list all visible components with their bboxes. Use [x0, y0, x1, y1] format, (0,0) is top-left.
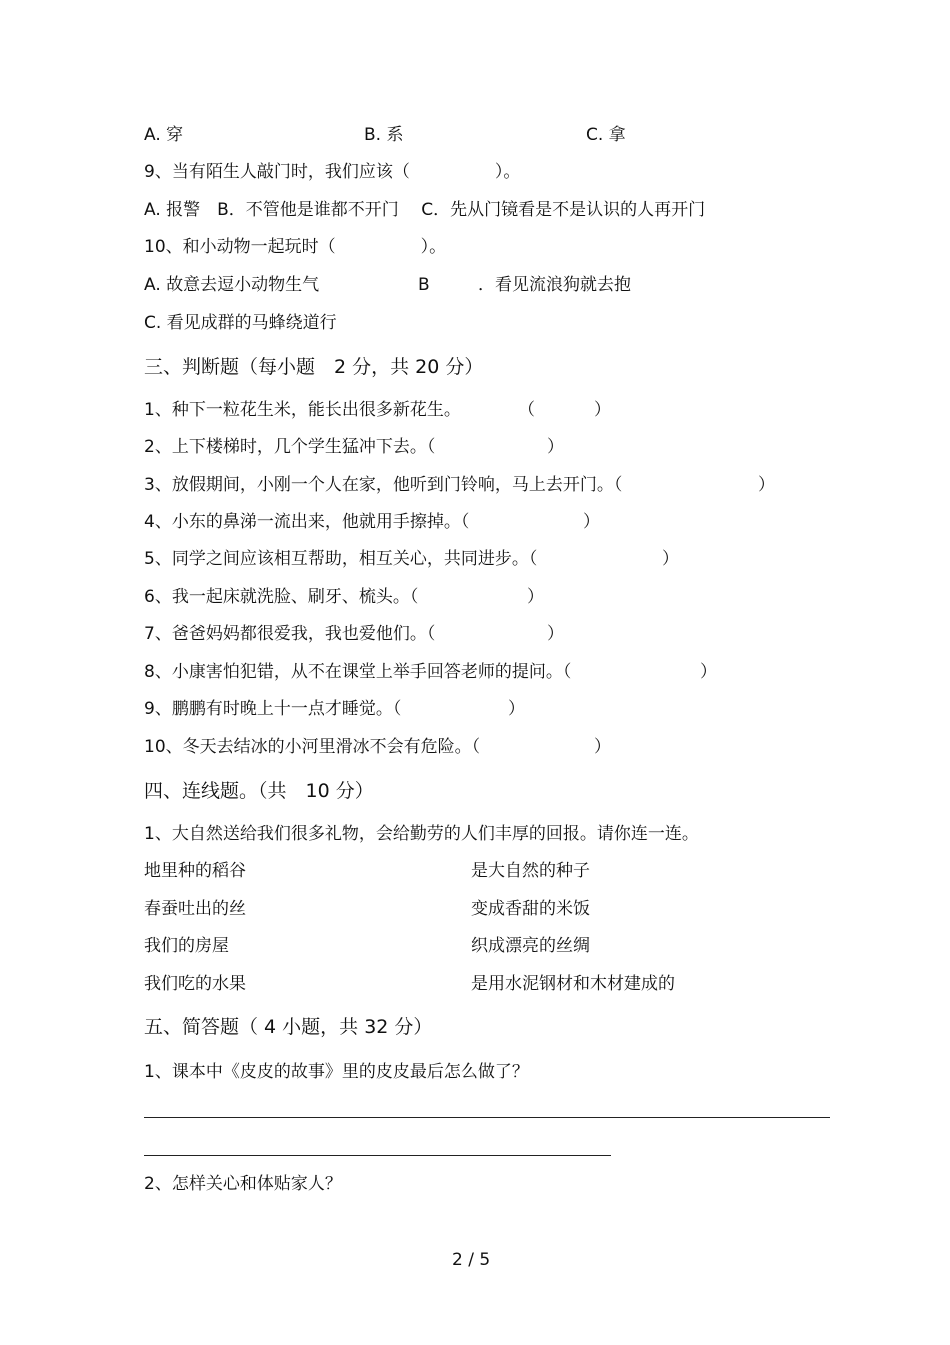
judge-item-text: 4、小东的鼻涕一流出来，他就用手擦掉。（ — [144, 512, 470, 532]
judge-item-open: （ — [518, 400, 535, 420]
judge-item-close: ） — [547, 437, 564, 457]
matching-left-item: 春蚕吐出的丝 — [144, 899, 246, 919]
matching-right-item: 织成漂亮的丝绸 — [471, 936, 590, 956]
matching-left-item: 我们吃的水果 — [144, 974, 246, 994]
q10-option-b-letter: B — [418, 275, 430, 295]
q8-option-c: C. 拿 — [586, 125, 626, 145]
section4-title: 四、连线题。（共 10 分） — [144, 780, 374, 802]
section5-title: 五、简答题（ 4 小题，共 32 分） — [144, 1016, 433, 1038]
judge-item-text: 1、种下一粒花生米，能长出很多新花生。 — [144, 400, 461, 420]
judge-item-close: ） — [583, 512, 600, 532]
q10-stem: 10、和小动物一起玩时（ ）。 — [144, 237, 447, 257]
q8-option-b: B. 系 — [364, 125, 404, 145]
matching-right-item: 是用水泥钢材和木材建成的 — [471, 974, 675, 994]
judge-item-text: 2、上下楼梯时，几个学生猛冲下去。（ — [144, 437, 436, 457]
matching-intro: 1、大自然送给我们很多礼物，会给勤劳的人们丰厚的回报。请你连一连。 — [144, 824, 699, 844]
judge-item-close: ） — [547, 624, 564, 644]
judge-item-text: 9、鹏鹏有时晚上十一点才睡觉。（ — [144, 699, 402, 719]
judge-item-close: ） — [508, 699, 525, 719]
page-number: 2 / 5 — [452, 1250, 491, 1270]
judge-item-close: ） — [758, 475, 775, 495]
judge-item-text: 7、爸爸妈妈都很爱我，我也爱他们。（ — [144, 624, 436, 644]
judge-item-close: ） — [662, 549, 679, 569]
matching-left-item: 地里种的稻谷 — [144, 861, 246, 881]
q10-option-b-text: ．看见流浪狗就去抱 — [478, 275, 631, 295]
matching-left-item: 我们的房屋 — [144, 936, 229, 956]
answer-line[interactable] — [144, 1155, 611, 1156]
q8-option-a: A. 穿 — [144, 125, 184, 145]
judge-item-close: ） — [700, 662, 717, 682]
answer-line[interactable] — [144, 1117, 830, 1118]
q9-stem: 9、当有陌生人敲门时，我们应该（ ）。 — [144, 162, 521, 182]
judge-item-text: 8、小康害怕犯错，从不在课堂上举手回答老师的提问。（ — [144, 662, 572, 682]
matching-right-item: 变成香甜的米饭 — [471, 899, 590, 919]
short-answer-q2: 2、怎样关心和体贴家人？ — [144, 1174, 342, 1194]
short-answer-q1: 1、课本中《皮皮的故事》里的皮皮最后怎么做了？ — [144, 1062, 529, 1082]
judge-item-text: 5、同学之间应该相互帮助，相互关心，共同进步。（ — [144, 549, 538, 569]
section3-title: 三、判断题（每小题 2 分，共 20 分） — [144, 356, 484, 378]
matching-right-item: 是大自然的种子 — [471, 861, 590, 881]
judge-item-close: ） — [527, 587, 544, 607]
judge-item-close: ） — [594, 737, 611, 757]
judge-item-close: ） — [594, 400, 611, 420]
q9-options: A. 报警 B．不管他是谁都不开门 C．先从门镜看是不是认识的人再开门 — [144, 200, 706, 220]
judge-item-text: 3、放假期间，小刚一个人在家，他听到门铃响，马上去开门。（ — [144, 475, 623, 495]
judge-item-text: 6、我一起床就洗脸、刷牙、梳头。（ — [144, 587, 419, 607]
judge-item-text: 10、冬天去结冰的小河里滑冰不会有危险。（ — [144, 737, 481, 757]
q10-option-c: C. 看见成群的马蜂绕道行 — [144, 313, 337, 333]
q10-option-a: A. 故意去逗小动物生气 — [144, 275, 320, 295]
